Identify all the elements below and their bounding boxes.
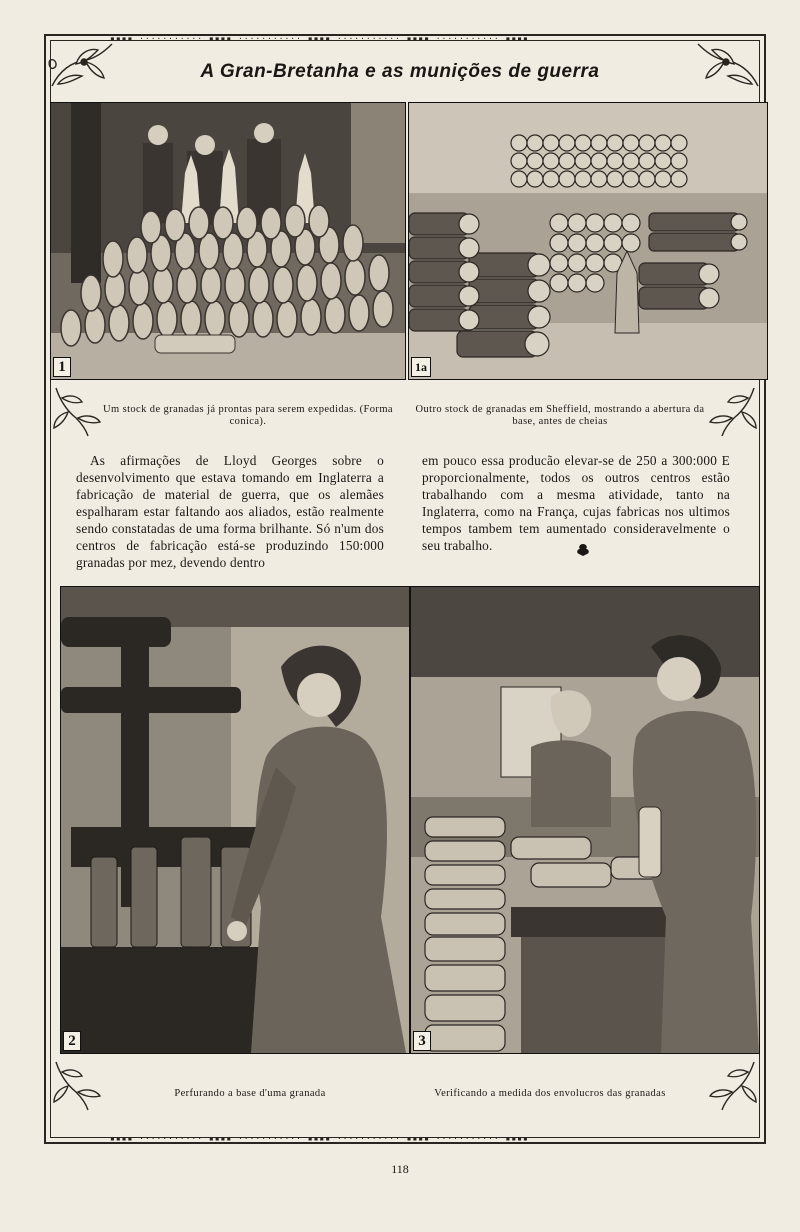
- plate-number-2: 2: [63, 1031, 81, 1051]
- article-column-left: As afirmações de Lloyd Georges sobre o desenvolvimento que estava tomando em Inglaterra a fabricação de material de guerra, que os alemães espalharam estar faltando aos aliados, estão realmente sendo constatadas de uma forma brilhante. Só n'um dos centros de fabricação está-se produzindo 150:000 granadas por mez, devendo dentro: [76, 453, 384, 570]
- caption-photo-1a: Outro stock de granadas em Sheffield, mostrando a abertura da base, antes de cheias: [415, 404, 705, 427]
- fleuron-icon: [575, 543, 591, 557]
- page-number: 118: [391, 1162, 409, 1176]
- plate-number-3: 3: [413, 1031, 431, 1051]
- photo-drilling-shell-base: [60, 586, 410, 1054]
- photo-shell-stock-sheffield: [408, 102, 768, 380]
- floral-ornament-bottom-right: [692, 1058, 764, 1112]
- bottom-border-ornament: ▪▪▪▪ ··········· ▪▪▪▪ ··········· ▪▪▪▪ ··········· ▪▪▪▪ ··········· ▪▪▪▪: [110, 1134, 529, 1143]
- caption-photo-2: Perfurando a base d'uma granada: [174, 1088, 326, 1099]
- plate-number-1a: 1a: [411, 357, 431, 377]
- caption-photo-1: Um stock de granadas já prontas para serem expedidas. (Forma conica).: [103, 404, 393, 427]
- floral-ornament-top-right: [692, 40, 764, 94]
- photo-shell-stock-conical: [50, 102, 406, 380]
- caption-photo-3: Verificando a medida dos envolucros das granadas: [434, 1088, 666, 1099]
- page-title: A Gran-Bretanha e as munições de guerra: [200, 61, 600, 82]
- top-border-ornament: ▪▪▪▪ ··········· ▪▪▪▪ ··········· ▪▪▪▪ ··········· ▪▪▪▪ ··········· ▪▪▪▪: [110, 34, 529, 43]
- plate-number-1: 1: [53, 357, 71, 377]
- photo-checking-casings: [410, 586, 760, 1054]
- floral-ornament-bottom-left: [46, 1058, 118, 1112]
- article-column-right: em pouco essa producão elevar-se de 250 a 300:000 E proporcionalmente, todos os outros centros estão trabalhando com a mesma atividade, tanto na Inglaterra, como na França, cujas fabricas nos ultimos tempos tambem tem aumentado consideravelmente o seu trabalho.: [422, 453, 730, 553]
- floral-ornament-top-left: [46, 40, 118, 94]
